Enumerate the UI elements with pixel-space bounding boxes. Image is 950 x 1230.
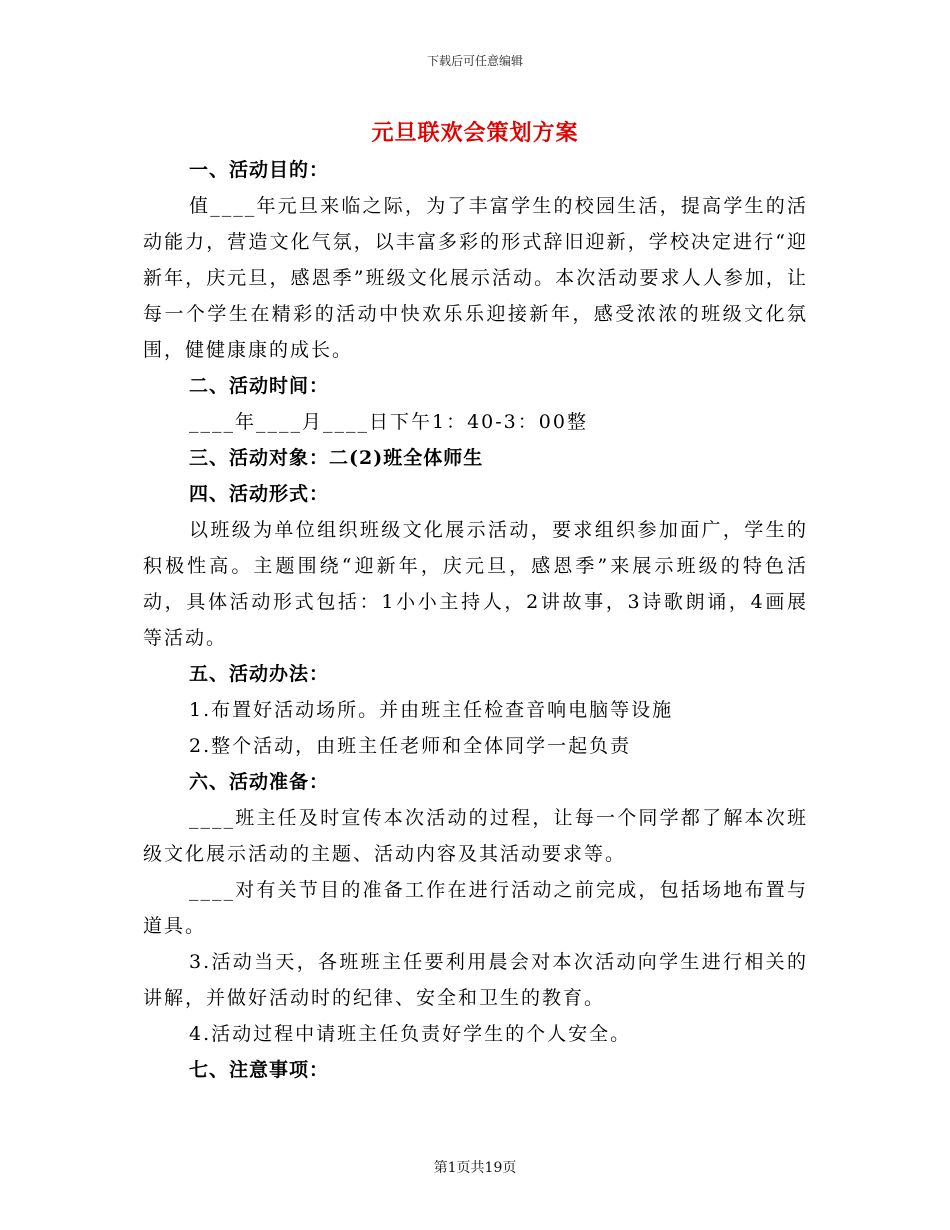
page-header-note: 下载后可任意编辑 (426, 54, 523, 68)
section-heading-audience: 三、活动对象：二(2)班全体师生 (189, 447, 484, 469)
section-heading-time: 二、活动时间： (189, 375, 330, 397)
preparation-paragraph-1: ____班主任及时宣传本次活动的过程，让每一个同学都了解本次班级文化展示活动的主题、活动内容及其活动要求等。 (143, 807, 808, 865)
page-footer: 第1页共19页 (433, 1160, 517, 1176)
preparation-paragraph-2: ____对有关节目的准备工作在进行活动之前完成，包括场地布置与道具。 (143, 879, 808, 937)
method-item-1: 1.布置好活动场所。并由班主任检查音响电脑等设施 (189, 699, 674, 721)
section-heading-format: 四、活动形式： (189, 483, 330, 505)
section-paragraph-purpose: 值____年元旦来临之际，为了丰富学生的校园生活，提高学生的活动能力，营造文化气氛，以丰富多彩的形式辞旧迎新，学校决定进行“迎新年，庆元旦，感恩季”班级文化展示活动。本次活动要求人人参加，让每一个学生在精彩的活动中快欢乐乐迎接新年，感受浓浓的班级文化氛围，健健康康的成长。 (143, 195, 808, 361)
method-item-2: 2.整个活动，由班主任老师和全体同学一起负责 (189, 735, 632, 757)
preparation-paragraph-3: 3.活动当天，各班班主任要利用晨会对本次活动向学生进行相关的讲解，并做好活动时的纪律、安全和卫生的教育。 (143, 951, 808, 1009)
preparation-paragraph-4: 4.活动过程中请班主任负责好学生的个人安全。 (189, 1023, 632, 1045)
section-heading-method: 五、活动办法： (189, 663, 330, 685)
section-paragraph-format: 以班级为单位组织班级文化展示活动，要求组织参加面广，学生的积极性高。主题围绕“迎新年，庆元旦，感恩季”来展示班级的特色活动，具体活动形式包括：1小小主持人，2讲故事，3诗歌朗诵，4画展等活动。 (143, 519, 808, 649)
section-heading-preparation: 六、活动准备： (189, 771, 330, 793)
section-heading-purpose: 一、活动目的： (189, 159, 330, 181)
section-line-time: ____年____月____日下午1：40-3：00整 (189, 411, 588, 433)
document-title: 元旦联欢会策划方案 (371, 120, 579, 146)
document-body (143, 152, 808, 1088)
section-heading-notes: 七、注意事项： (189, 1059, 330, 1081)
